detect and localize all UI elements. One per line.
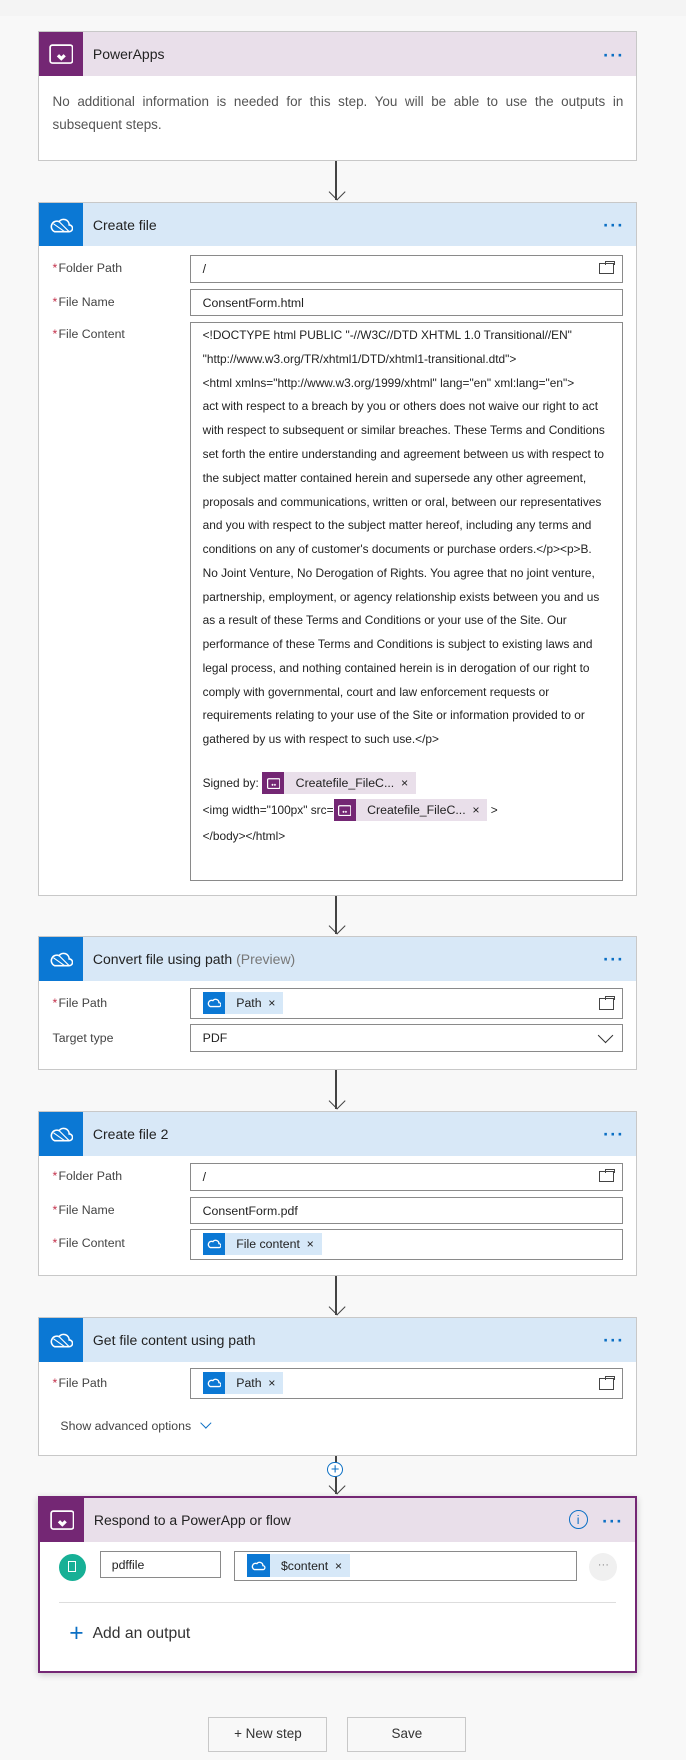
onedrive-icon (39, 1112, 83, 1156)
folder-picker-icon[interactable] (599, 998, 615, 1009)
arrow-down-icon (328, 1477, 345, 1494)
new-step-button[interactable]: + New step (208, 1717, 327, 1752)
step-convert-file[interactable] (38, 936, 637, 1071)
file-name-label: *File Name (52, 294, 115, 309)
step-create-file-2[interactable] (38, 1111, 637, 1276)
remove-token-button[interactable]: × (400, 776, 409, 791)
more-options-button[interactable]: ··· (602, 1510, 624, 1531)
folder-picker-icon[interactable] (599, 263, 615, 274)
file-content-line: set forth the entire understanding and agreement between us with respect to (202, 446, 604, 461)
remove-token-button[interactable]: × (306, 1236, 314, 1251)
file-content-line: with respect to subsequent or similar breaches. These Terms and Conditions (202, 423, 605, 438)
file-content-line: gathered by us with respect to such use.</p> (202, 732, 439, 747)
content-token[interactable]: $content × (247, 1554, 350, 1576)
step-header[interactable] (39, 203, 636, 247)
divider (59, 1602, 615, 1603)
file-name-input[interactable]: ConsentForm.pdf (190, 1197, 623, 1224)
file-content-line: act with respect to a breach by you or others does not waive our right to act (202, 399, 599, 414)
folder-path-label: *Folder Path (52, 261, 123, 276)
plus-icon: + (69, 1620, 84, 1648)
powerapps-icon (334, 799, 356, 821)
insert-step-button[interactable]: + (327, 1462, 343, 1478)
file-content-line: comply with governmental, court and law enforcement requests or (202, 684, 550, 699)
step-title: Create file (92, 216, 157, 233)
file-content-label: *File Content (52, 1236, 125, 1251)
file-content-input[interactable] (190, 1229, 623, 1259)
remove-token-button[interactable]: × (268, 1375, 276, 1390)
folder-picker-icon[interactable] (599, 1378, 615, 1389)
more-options-button[interactable]: ··· (603, 44, 625, 65)
createfile-token[interactable]: Createfile_FileC... × (334, 799, 488, 821)
arrow-down-icon (328, 1299, 345, 1316)
folder-path-input[interactable]: / (190, 255, 623, 283)
more-options-button[interactable]: ··· (603, 1330, 625, 1351)
target-type-label: Target type (52, 1031, 114, 1046)
arrow-down-icon (328, 918, 345, 935)
file-path-label: *File Path (52, 996, 108, 1011)
show-advanced-options-link[interactable]: Show advanced options (60, 1419, 657, 1433)
step-header[interactable] (39, 32, 636, 76)
file-content-label: *File Content (52, 327, 125, 342)
powerapps-icon (40, 1498, 84, 1542)
onedrive-icon (39, 1318, 83, 1362)
closing-line: </body></html> (202, 829, 286, 844)
file-content-line: legal process, and nothing contained herein is in derogation of our right to (202, 660, 590, 675)
save-button[interactable]: Save (347, 1717, 466, 1752)
file-content-line: the subject matter contained herein and supersede any other agreement, (202, 470, 587, 485)
step-header[interactable] (40, 1498, 635, 1542)
file-content-line: requirements relating to your use of the Site or information provided to or (202, 708, 585, 723)
add-output-button[interactable] (69, 1620, 191, 1648)
output-more-button[interactable]: ··· (589, 1553, 617, 1581)
file-content-line: and you with respect to the subject matter hereof, including any terms and (202, 518, 592, 533)
output-name-input[interactable]: pdffile (100, 1551, 221, 1578)
step-header[interactable] (39, 937, 636, 981)
file-name-input[interactable]: ConsentForm.html (190, 289, 623, 316)
onedrive-icon (39, 937, 83, 981)
step-title: PowerApps (92, 46, 165, 63)
file-content-line: partnership, employment, or agency relationship exists between you and us (202, 589, 600, 604)
step-title: Respond to a PowerApp or flow (93, 1512, 291, 1529)
top-strip (0, 0, 686, 16)
step-header[interactable] (39, 1318, 636, 1362)
add-output-label: Add an output (92, 1625, 191, 1643)
signed-by-label: Signed by: (202, 776, 259, 791)
folder-path-label: *Folder Path (52, 1168, 123, 1183)
remove-token-button[interactable]: × (472, 803, 480, 818)
file-content-line: proposals and communications, written or oral, between our representatives (202, 494, 602, 509)
step-powerapps[interactable] (38, 31, 637, 161)
file-content-line: "http://www.w3.org/TR/xhtml1/DTD/xhtml1-transitional.dtd"> (202, 351, 517, 366)
step-title: Get file content using path (92, 1331, 256, 1348)
file-content-line: as a result of these Terms and Conditions or your use of the Site. Our (202, 613, 567, 628)
step-respond-to-powerapp[interactable] (38, 1496, 637, 1673)
step-title: Convert file using path (Preview) (92, 950, 296, 967)
file-content-line: performance of these Terms and Conditions is subject to existing laws and (202, 637, 593, 652)
file-path-label: *File Path (52, 1376, 108, 1391)
remove-token-button[interactable]: × (334, 1558, 343, 1573)
file-content-line: conditions on any of customer's documents or purchase orders.</p><p>B. (202, 542, 592, 557)
onedrive-icon (247, 1554, 269, 1576)
img-suffix: > (490, 803, 498, 818)
step-get-file-content[interactable] (38, 1317, 637, 1456)
path-token[interactable]: Path × (203, 992, 284, 1014)
path-token[interactable]: Path × (203, 1372, 284, 1394)
file-content-token[interactable]: File content × (203, 1233, 322, 1255)
onedrive-icon (203, 1372, 225, 1394)
more-options-button[interactable]: ··· (603, 1124, 625, 1145)
more-options-button[interactable]: ··· (603, 949, 625, 970)
onedrive-icon (203, 1233, 225, 1255)
file-content-line: <html xmlns="http://www.w3.org/1999/xhtml" lang="en" xml:lang="en"> (202, 375, 575, 390)
folder-path-input[interactable]: / (190, 1163, 623, 1191)
file-name-label: *File Name (52, 1202, 115, 1217)
info-icon[interactable]: i (569, 1510, 588, 1529)
step-title: Create file 2 (92, 1125, 169, 1142)
arrow-down-icon (328, 184, 345, 201)
file-content-line: No Joint Venture, No Derogation of Rights. You agree that no joint venture, (202, 565, 595, 580)
file-content-line: <!DOCTYPE html PUBLIC "-//W3C//DTD XHTML 1.0 Transitional//EN" (202, 328, 572, 343)
remove-token-button[interactable]: × (268, 995, 276, 1010)
chevron-down-icon (201, 1417, 212, 1428)
arrow-down-icon (328, 1093, 345, 1110)
signed-by-line (203, 772, 416, 794)
powerapps-icon (262, 772, 284, 794)
file-path-input[interactable] (190, 1368, 623, 1398)
file-content-editor[interactable] (190, 322, 623, 881)
file-output-type-icon (59, 1554, 86, 1581)
target-type-select[interactable]: PDF (190, 1024, 623, 1052)
output-value-input[interactable] (234, 1551, 577, 1581)
powerapps-icon (39, 32, 83, 76)
img-line (203, 799, 498, 821)
more-options-button[interactable]: ··· (603, 215, 625, 236)
createfile-token[interactable]: Createfile_FileC... × (262, 772, 416, 794)
onedrive-icon (203, 992, 225, 1014)
step-header[interactable] (39, 1112, 636, 1156)
onedrive-icon (39, 203, 83, 247)
file-path-input[interactable] (190, 988, 623, 1018)
img-prefix: <img width="100px" src= (202, 803, 334, 818)
folder-picker-icon[interactable] (599, 1171, 615, 1182)
step-create-file[interactable] (38, 202, 637, 896)
chevron-down-icon (598, 1028, 614, 1044)
step-description: No additional information is needed for this step. You will be able to use the outputs in subsequent steps. (52, 93, 624, 133)
